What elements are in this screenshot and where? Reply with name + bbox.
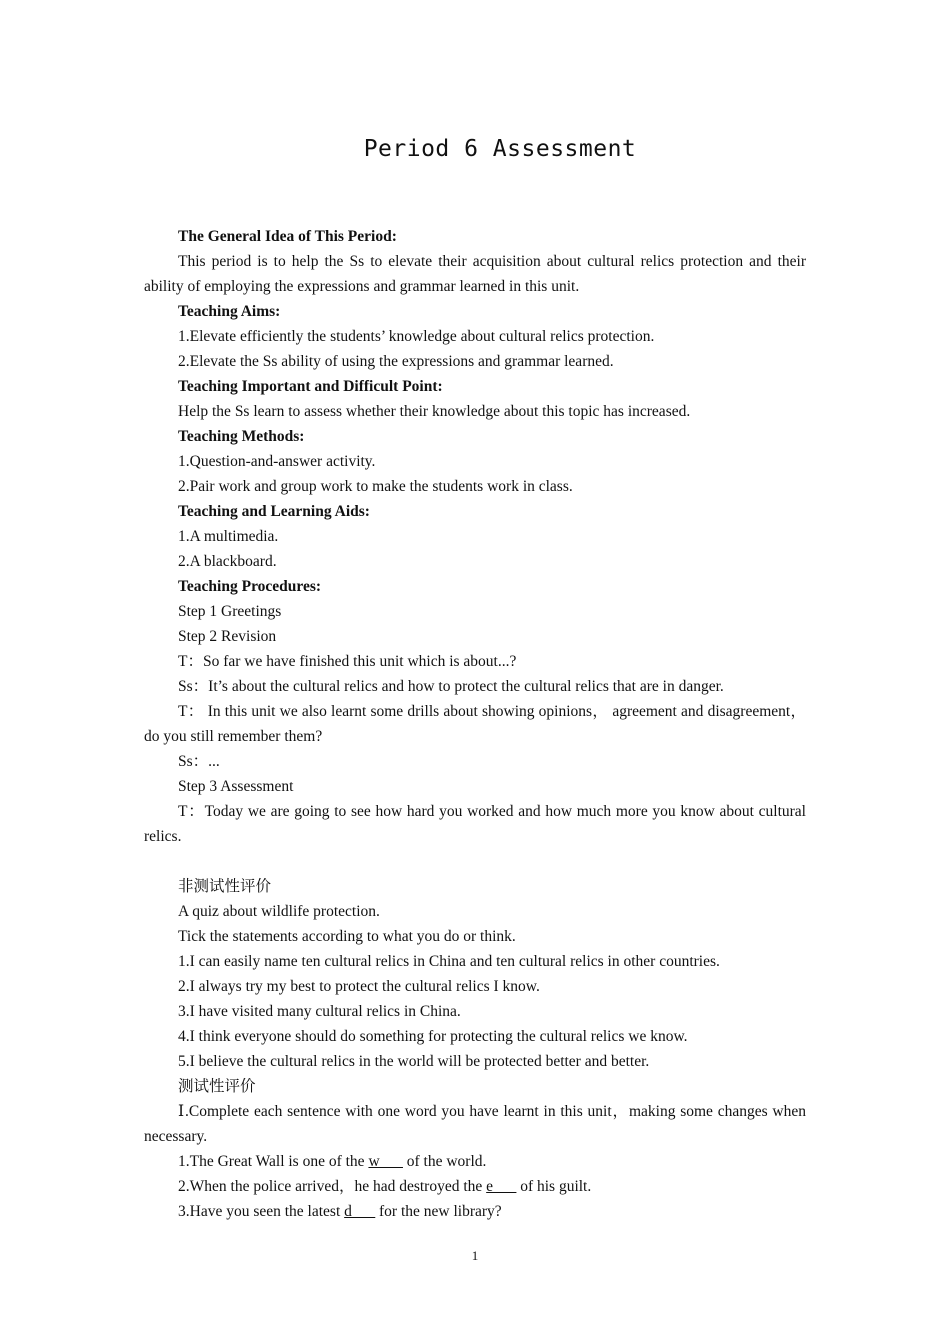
method-item: 1.Question-and-answer activity.: [178, 453, 376, 470]
aid-item: 1.A multimedia.: [178, 528, 279, 545]
non-test-statement: 4.I think everyone should do something for protecting the cultural relics we know.: [178, 1028, 688, 1045]
teacher-drills-line: T： In this unit we also learnt some drills about showing opinions， agreement and disagreement，do you still remember them?: [144, 703, 806, 745]
test-item-pre: 1.The Great Wall is one of the: [178, 1153, 369, 1170]
procedure-line: Ss：It’s about the cultural relics and how to protect the cultural relics that are in danger.: [178, 678, 724, 695]
non-test-statement: 2.I always try my best to protect the cultural relics I know.: [178, 978, 540, 995]
test-item-pre: 2.When the police arrived，he had destroyed the: [178, 1178, 487, 1195]
aims-heading: Teaching Aims:: [178, 303, 281, 320]
page-number: 1: [471, 1248, 479, 1263]
non-test-statement: 5.I believe the cultural relics in the world will be protected better and better.: [178, 1053, 650, 1070]
non-test-line: A quiz about wildlife protection.: [178, 903, 380, 920]
procedure-line: T：So far we have finished this unit which is about...?: [178, 653, 517, 670]
test-item: [144, 1149, 806, 1174]
aim-item: 2.Elevate the Ss ability of using the expressions and grammar learned.: [178, 353, 614, 370]
aid-item: 2.A blackboard.: [178, 553, 277, 570]
spacer: [144, 849, 806, 874]
test-item-post: of his guilt.: [516, 1178, 592, 1195]
important-heading: Teaching Important and Difficult Point:: [178, 378, 443, 395]
aim-item: 1.Elevate efficiently the students’ knowledge about cultural relics protection.: [178, 328, 655, 345]
procedures-heading: Teaching Procedures:: [178, 578, 322, 595]
test-item-pre: 3.Have you seen the latest: [178, 1203, 345, 1220]
non-test-heading: 非测试性评价: [178, 878, 272, 895]
test-item-blank: w___: [368, 1153, 403, 1170]
procedure-line: Step 2 Revision: [178, 628, 277, 645]
test-item-blank: e___: [486, 1178, 517, 1195]
test-item-post: for the new library?: [375, 1203, 502, 1220]
methods-heading: Teaching Methods:: [178, 428, 305, 445]
test-instruction: Ⅰ.Complete each sentence with one word you have learnt in this unit，making some changes when necessary.: [144, 1103, 806, 1145]
non-test-statement: 3.I have visited many cultural relics in China.: [178, 1003, 461, 1020]
step3-line: Step 3 Assessment: [178, 778, 294, 795]
document-body: [144, 224, 806, 1224]
general-idea-text: This period is to help the Ss to elevate their acquisition about cultural relics protection and their ability of employing the expressions and grammar learned in this unit.: [144, 253, 806, 295]
procedure-line: Step 1 Greetings: [178, 603, 282, 620]
non-test-line: Tick the statements according to what you do or think.: [178, 928, 516, 945]
test-item: [144, 1199, 806, 1224]
test-heading: 测试性评价: [178, 1078, 256, 1095]
non-test-statement: 1.I can easily name ten cultural relics in China and ten cultural relics in other countries.: [178, 953, 720, 970]
test-item: [144, 1174, 806, 1199]
method-item: 2.Pair work and group work to make the students work in class.: [178, 478, 573, 495]
page-title: Period 6 Assessment: [363, 136, 637, 162]
test-item-post: of the world.: [402, 1153, 487, 1170]
general-idea-heading: The General Idea of This Period:: [178, 228, 397, 245]
teacher-today-line: T：Today we are going to see how hard you worked and how much more you know about cultural relics.: [144, 803, 806, 845]
aids-heading: Teaching and Learning Aids:: [178, 503, 370, 520]
students-reply-line: Ss：...: [178, 753, 220, 770]
important-text: Help the Ss learn to assess whether their knowledge about this topic has increased.: [178, 403, 691, 420]
test-item-blank: d___: [344, 1203, 376, 1220]
